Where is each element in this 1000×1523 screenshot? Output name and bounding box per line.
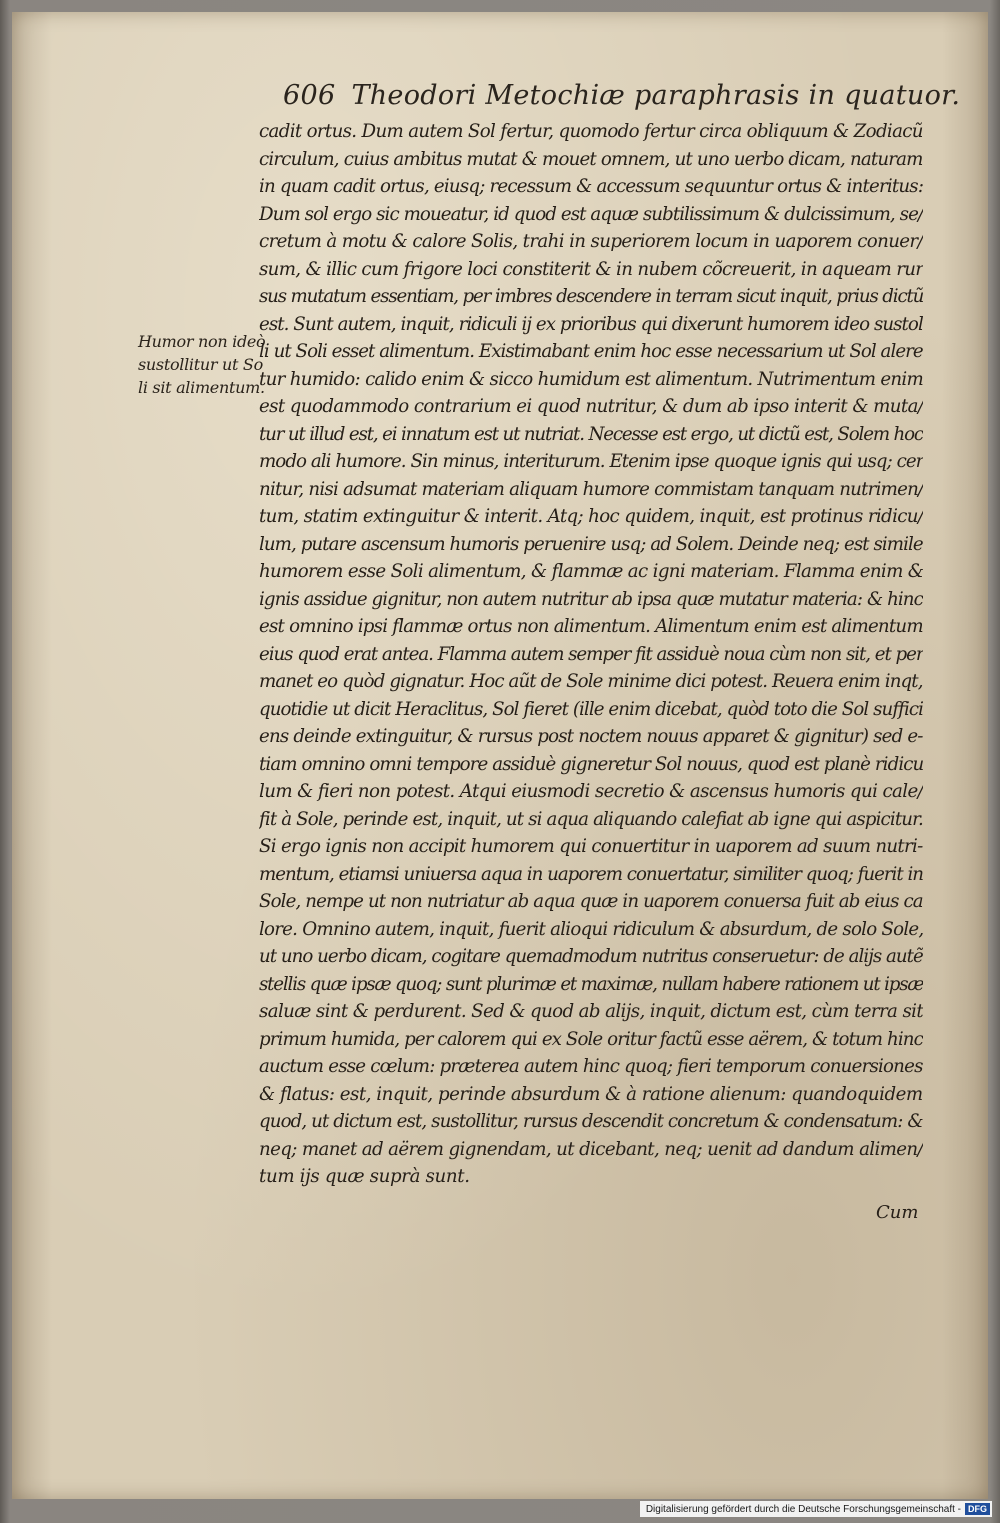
digitization-footer [640, 1501, 992, 1517]
text-line: neq; manet ad aërem gignendam, ut dicebant, neq; uenit ad dandum alimen/ [259, 1138, 923, 1160]
text-line: manet eo quòd gignatur. Hoc aũt de Sole minime dici potest. Reuera enim inqt, [259, 671, 923, 692]
page-number: 606 [283, 80, 336, 111]
text-line: ut uno uerbo dicam, cogitare quemadmodum nutritus conseruetur: de alijs autẽ [259, 946, 923, 967]
text-line: quotidie ut dicit Heraclitus, Sol fieret (ille enim dicebat, quòd toto die Sol suffici [259, 698, 923, 720]
text-line: & flatus: est, inquit, perinde absurdum & à ratione alienum: quandoquidem [259, 1083, 923, 1105]
text-line: Dum sol ergo sic moueatur, id quod est aquæ subtilissimum & dulcissimum, se/ [259, 203, 923, 225]
margin-note-line: li sit alimentum. [138, 378, 265, 397]
text-line: lum & fieri non potest. Atqui eiusmodi secretio & ascensus humoris qui cale/ [259, 781, 923, 802]
text-line: saluæ sint & perdurent. Sed & quod ab alijs, inquit, dictum est, cùm terra sit [259, 1001, 923, 1022]
text-line: lum, putare ascensum humoris peruenire usq; ad Solem. Deinde neq; est simile [259, 533, 923, 555]
text-line: lore. Omnino autem, inquit, fuerit alioqui ridiculum & absurdum, de solo Sole, [259, 918, 923, 940]
text-line: est omnino ipsi flammæ ortus non alimentum. Alimentum enim est alimentum [259, 616, 923, 637]
text-line: cadit ortus. Dum autem Sol fertur, quomodo fertur circa obliquum & Zodiacũ [259, 121, 923, 142]
text-line: mentum, etiamsi uniuersa aqua in uaporem conuertatur, similiter quoq; fuerit in [259, 863, 923, 885]
running-title: Theodori Metochiæ paraphrasis in quatuor. [351, 80, 961, 111]
dfg-logo-icon: DFG [965, 1503, 990, 1515]
body-text [259, 118, 923, 1191]
text-line: nitur, nisi adsumat materiam aliquam humore commistam tanquam nutrimen/ [259, 478, 923, 500]
margin-note-line: Humor non ideò [138, 332, 266, 351]
text-line: sum, & illic cum frigore loci constiterit & in nubem cõcreuerit, in aqueam rur [259, 258, 923, 280]
text-line: tiam omnino omni tempore assiduè gigneretur Sol nouus, quod est planè ridicu [259, 753, 923, 775]
text-line: cretum à motu & calore Solis, trahi in superiorem locum in uaporem conuer/ [259, 231, 923, 252]
text-line: in quam cadit ortus, eiusq; recessum & accessum sequuntur ortus & interitus: [259, 176, 923, 197]
text-line: quod, ut dictum est, sustollitur, rursus descendit concretum & condensatum: & [259, 1111, 923, 1132]
catchword: Cum [876, 1202, 919, 1223]
running-header [283, 80, 961, 120]
text-line: circulum, cuius ambitus mutat & mouet omnem, ut uno uerbo dicam, naturam [259, 148, 923, 170]
text-line: li ut Soli esset alimentum. Existimabant enim hoc esse necessarium ut Sol alere [259, 341, 923, 362]
margin-note-line: sustollitur ut So [138, 355, 263, 374]
text-line: est quodammodo contrarium ei quod nutritur, & dum ab ipso interit & muta/ [259, 396, 923, 417]
text-line: stellis quæ ipsæ quoq; sunt plurimæ et maximæ, nullam habere rationem ut ipsæ [259, 973, 923, 995]
margin-note [138, 330, 278, 399]
text-line: tum, statim extinguitur & interit. Atq; hoc quidem, inquit, est protinus ridicu/ [259, 506, 923, 527]
text-line: tum ijs quæ suprà sunt. [259, 1166, 470, 1187]
text-line: tur ut illud est, ei innatum est ut nutriat. Necesse est ergo, ut dictũ est, Solem hoc [259, 423, 923, 445]
text-line: tur humido: calido enim & sicco humidum est alimentum. Nutrimentum enim [259, 368, 923, 390]
text-line: modo ali humore. Sin minus, interiturum. Etenim ipse quoque ignis qui usq; cer [259, 451, 923, 472]
text-line: auctum esse cœlum: præterea autem hinc quoq; fieri temporum conuersiones [259, 1056, 923, 1077]
text-line: Sole, nempe ut non nutriatur ab aqua quæ in uaporem conuersa fuit ab eius ca [259, 891, 923, 912]
text-line: humorem esse Soli alimentum, & flammæ ac igni materiam. Flamma enim & [259, 561, 923, 582]
footer-text: Digitalisierung gefördert durch die Deutsche Forschungsgemeinschaft - [645, 1503, 961, 1515]
text-line: eius quod erat antea. Flamma autem semper fit assiduè noua cùm non sit, et per [259, 643, 923, 665]
text-line: Si ergo ignis non accipit humorem qui conuertitur in uaporem ad suum nutri- [259, 836, 923, 857]
text-line: est. Sunt autem, inquit, ridiculi ij ex prioribus qui dixerunt humorem ideo sustol [259, 313, 923, 335]
text-line: sus mutatum essentiam, per imbres descendere in terram sicut inquit, prius dictũ [259, 286, 923, 307]
text-line: ignis assidue gignitur, non autem nutritur ab ipsa quæ mutatur materia: & hinc [259, 588, 923, 610]
text-line: primum humida, per calorem qui ex Sole oritur factũ esse aërem, & totum hinc [259, 1028, 923, 1050]
text-line: ens deinde extinguitur, & rursus post noctem nouus apparet & gignitur) sed e- [259, 726, 923, 747]
text-line: fit à Sole, perinde est, inquit, ut si aqua aliquando calefiat ab igne qui aspicitur. [259, 808, 923, 830]
